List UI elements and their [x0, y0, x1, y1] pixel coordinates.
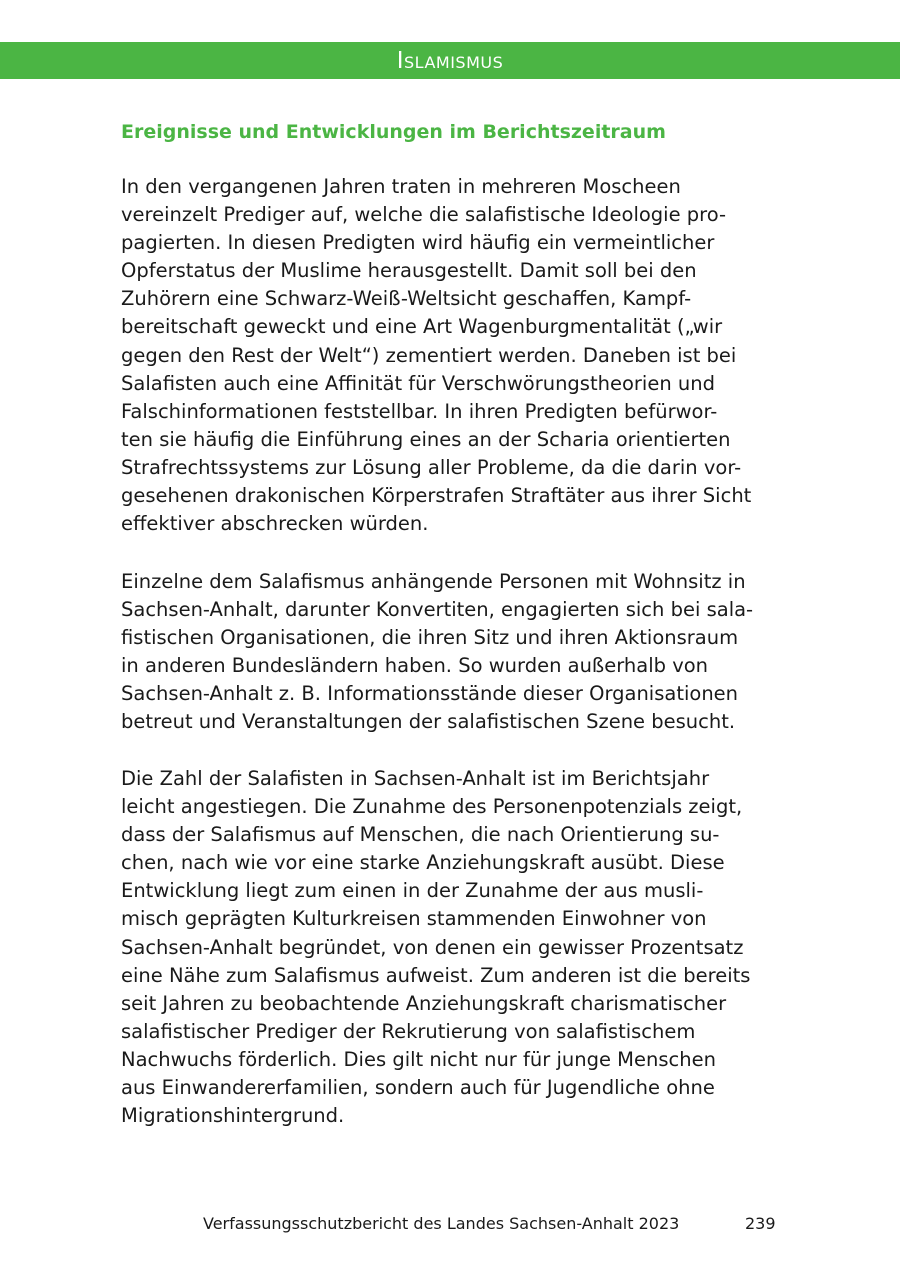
text-line: Entwicklung liegt zum einen in der Zunahme der aus musli-: [121, 879, 704, 903]
text-line: seit Jahren zu beobachtende Anziehungskraft charismatischer: [121, 991, 727, 1015]
text-line: fistischen Organisationen, die ihren Sitz und ihren Aktionsraum: [121, 626, 739, 650]
text-line: Die Zahl der Salafisten in Sachsen-Anhalt ist im Berichtsjahr: [121, 767, 710, 790]
text-line: effektiver abschrecken würden.: [121, 512, 429, 536]
text-line: gesehenen drakonischen Körperstrafen Straftäter aus ihrer Sicht: [121, 484, 752, 508]
text-line: vereinzelt Prediger auf, welche die salafistische Ideologie pro-: [121, 203, 727, 227]
text-line: salafistischer Prediger der Rekrutierung von salafistischem: [121, 1019, 696, 1043]
text-line: betreut und Veranstaltungen der salafistischen Szene besucht.: [121, 710, 736, 734]
text-line: misch geprägten Kulturkreisen stammenden Einwohner von: [121, 907, 707, 931]
text-line: chen, nach wie vor eine starke Anziehungskraft ausübt. Diese: [121, 851, 725, 875]
text-line: aus Einwandererfamilien, sondern auch für Jugendliche ohne: [121, 1076, 715, 1100]
text-line: Sachsen-Anhalt, darunter Konvertiten, engagierten sich bei sala-: [121, 598, 754, 622]
text-line: Opferstatus der Muslime herausgestellt. Damit soll bei den: [121, 259, 697, 283]
page-number: 239: [745, 1214, 776, 1233]
text-line: In den vergangenen Jahren traten in mehreren Moscheen: [121, 175, 681, 198]
text-line: Migrationshintergrund.: [121, 1104, 345, 1128]
text-line: Salafisten auch eine Affinität für Verschwörungstheorien und: [121, 371, 715, 395]
page-title: Islamismus: [396, 48, 504, 74]
paragraph-2: [121, 568, 801, 737]
text-line: in anderen Bundesländern haben. So wurden außerhalb von: [121, 654, 709, 678]
text-line: Strafrechtssystems zur Lösung aller Probleme, da die darin vor-: [121, 455, 742, 479]
paragraph-1: [121, 173, 801, 538]
text-line: Zuhörern eine Schwarz-Weiß-Weltsicht geschaffen, Kampf-: [121, 287, 692, 311]
section-heading: Ereignisse und Entwicklungen im Berichtszeitraum: [121, 121, 666, 143]
text-line: bereitschaft geweckt und eine Art Wagenburgmentalität („wir: [121, 315, 723, 339]
text-line: Sachsen-Anhalt z. B. Informationsstände dieser Organisationen: [121, 682, 739, 706]
paragraph-3: [121, 765, 801, 1130]
text-line: Einzelne dem Salafismus anhängende Personen mit Wohnsitz in: [121, 570, 746, 593]
text-line: leicht angestiegen. Die Zunahme des Personenpotenzials zeigt,: [121, 795, 743, 819]
text-line: eine Nähe zum Salafismus aufweist. Zum anderen ist die bereits: [121, 963, 751, 987]
text-line: Nachwuchs förderlich. Dies gilt nicht nur für junge Menschen: [121, 1047, 716, 1071]
text-line: pagierten. In diesen Predigten wird häufig ein vermeintlicher: [121, 231, 715, 255]
text-line: gegen den Rest der Welt“) zementiert werden. Daneben ist bei: [121, 343, 737, 367]
text-line: dass der Salafismus auf Menschen, die nach Orientierung su-: [121, 823, 720, 847]
footer-publication-title: Verfassungsschutzbericht des Landes Sachsen-Anhalt 2023: [203, 1214, 680, 1233]
text-line: Sachsen-Anhalt begründet, von denen ein gewisser Prozentsatz: [121, 935, 744, 959]
text-line: Falschinformationen feststellbar. In ihren Predigten befürwor-: [121, 399, 718, 423]
text-line: ten sie häufig die Einführung eines an der Scharia orientierten: [121, 427, 731, 451]
